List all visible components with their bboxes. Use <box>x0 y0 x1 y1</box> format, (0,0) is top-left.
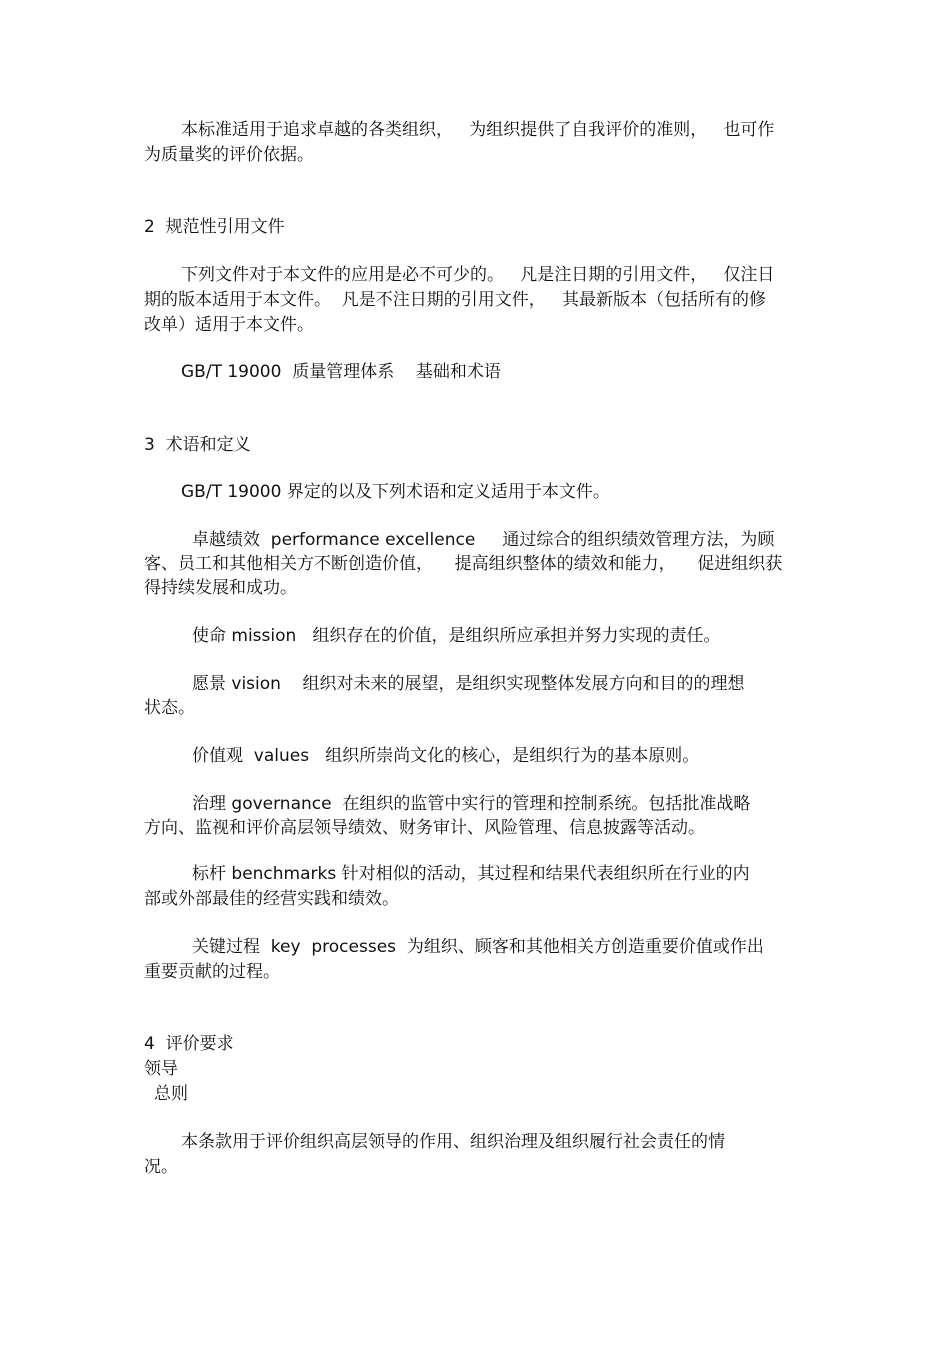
section-3-intro: GB/T 19000 界定的以及下列术语和定义适用于本文件。 <box>181 482 610 502</box>
term-vision-line-1: 愿景 vision 组织对未来的展望，是组织实现整体发展方向和目的的理想 <box>192 674 745 694</box>
term-mission-line-1: 使命 mission 组织存在的价值，是组织所应承担并努力实现的责任。 <box>192 626 721 646</box>
section-2-heading: 2 规范性引用文件 <box>144 217 285 237</box>
term-performance-line-3: 得持续发展和成功。 <box>144 578 297 598</box>
section-4-heading: 4 评价要求 <box>144 1034 234 1054</box>
normative-reference: GB/T 19000 质量管理体系 基础和术语 <box>181 362 501 382</box>
term-benchmarks-line-2: 部或外部最佳的经营实践和绩效。 <box>144 889 399 909</box>
term-key-processes-line-1: 关键过程 key processes 为组织、顾客和其他相关方创造重要价值或作出 <box>192 937 764 957</box>
intro-line-1: 本标准适用于追求卓越的各类组织， 为组织提供了自我评价的准则， 也可作 <box>181 120 775 140</box>
term-performance-line-2: 客、员工和其他相关方不断创造价值， 提高组织整体的绩效和能力， 促进组织获 <box>144 554 783 574</box>
section-4-para-line-1: 本条款用于评价组织高层领导的作用、组织治理及组织履行社会责任的情 <box>181 1132 725 1152</box>
section-4-para-line-2: 况。 <box>144 1157 178 1177</box>
section-2-para-line-3: 改单）适用于本文件。 <box>144 315 314 335</box>
term-key-processes-line-2: 重要贡献的过程。 <box>144 962 280 982</box>
term-values-line-1: 价值观 values 组织所崇尚文化的核心，是组织行为的基本原则。 <box>192 746 700 766</box>
term-governance-line-1: 治理 governance 在组织的监管中实行的管理和控制系统。包括批准战略 <box>192 794 751 814</box>
term-governance-line-2: 方向、监视和评价高层领导绩效、财务审计、风险管理、信息披露等活动。 <box>144 818 705 838</box>
section-3-heading: 3 术语和定义 <box>144 435 251 455</box>
section-4-sub-leadership: 领导 <box>144 1059 178 1079</box>
section-2-para-line-1: 下列文件对于本文件的应用是必不可少的。 凡是注日期的引用文件， 仅注日 <box>181 265 775 285</box>
term-performance-line-1: 卓越绩效 performance excellence 通过综合的组织绩效管理方法，为顾 <box>192 530 775 550</box>
term-vision-line-2: 状态。 <box>144 698 195 718</box>
section-2-para-line-2: 期的版本适用于本文件。 凡是不注日期的引用文件， 其最新版本（包括所有的修 <box>144 290 767 310</box>
intro-line-2: 为质量奖的评价依据。 <box>144 145 314 165</box>
term-benchmarks-line-1: 标杆 benchmarks 针对相似的活动，其过程和结果代表组织所在行业的内 <box>192 864 750 884</box>
section-4-sub-general: 总则 <box>154 1084 188 1104</box>
